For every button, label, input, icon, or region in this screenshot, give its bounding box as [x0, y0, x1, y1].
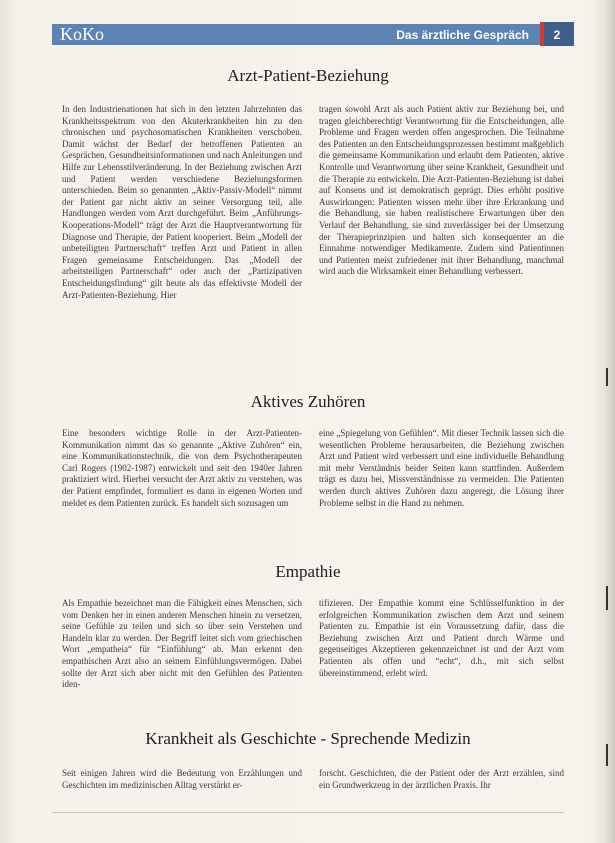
section-4-left-column: Seit einigen Jahren wird die Bedeutung von Erzählungen und Geschichten im medizinischen Alltag verstärkt er-	[62, 768, 302, 790]
margin-mark	[606, 744, 608, 766]
section-heading-empathie: Empathie	[275, 562, 341, 581]
section-heading-aktives-zuhoeren: Aktives Zuhören	[250, 392, 366, 411]
section-1-right-column: tragen sowohl Arzt als auch Patient aktiv zur Beziehung bei, und tragen gleichberechtigt Verantwortung für die Entscheidungen, alle Probleme und Fragen werden offen angesprochen. Die Teilnahme des Patienten an den Entscheidungsprozessen bestimmt maßgeblich die gemeinsame Kommunikation und erlaubt dem Patienten, aktive Kontrolle und Verantwortung über seine Krankheit, Gesundheit und die Therapie zu entwickeln. Die Arzt-Patienten-Beziehung ist dabei auf Konsens und ist demokratisch geprägt. Dies erhöht positive Auswirkungen: Patienten wissen mehr über ihre Erkrankung und die Behandlung, sie haben realistischere Erwartungen über den Verlauf der Behandlung, sie sind zuverlässiger bei der Umsetzung der Therapieprinzipien und halten sich konsequenter an die Einnahme notwendiger Medikamente. Zudem sind Patientinnen und Patienten meist zufriedener mit ihrer Behandlung, manchmal wird auch die Wirksamkeit einer Behandlung verbessert.	[319, 104, 564, 277]
section-heading-arzt-patient: Arzt-Patient-Beziehung	[227, 66, 389, 85]
bottom-rule	[52, 812, 564, 813]
page-number: 2	[553, 28, 561, 42]
section-4-right-column: forscht. Geschichten, die der Patient oder der Arzt erzählen, sind ein Grundwerkzeug in der ärztlichen Praxis. Ihr	[319, 768, 564, 790]
section-3-right-column: tifizieren. Der Empathie kommt eine Schlüsselfunktion in der erfolgreichen Kommunikation zwischen dem Arzt und seinem Patienten zu. Empathie ist ein Voraussetzung dafür, dass die Beziehung zwischen Arzt und Patient durch Wärme und gegenseitiges Akzeptieren gekennzeichnet ist und der Arzt vom Patienten als offen und “echt“, d.h., mit sich selbst übereinstimmend, erlebt wird.	[319, 598, 564, 678]
margin-mark	[606, 368, 608, 386]
section-heading-krankheit: Krankheit als Geschichte - Sprechende Medizin	[145, 729, 471, 748]
section-label: Das ärztliche Gespräch	[396, 28, 529, 42]
section-2-left-column: Eine besonders wichtige Rolle in der Arzt-Patienten-Kommunikation nimmt das so genannte „Aktive Zuhören“ ein, eine Kommunikationstechnik, die von dem Psychotherapeuten Carl Rogers (1902-1987) entwickelt und seit den 1940er Jahren praktiziert wird. Hierbei versucht der Arzt aktiv zu verstehen, was der Patient empfindet, formuliert es dann in eigenen Worten und meldet es dem Patienten zurück. Es handelt sich sozusagen um	[62, 428, 302, 508]
section-3-left-column: Als Empathie bezeichnet man die Fähigkeit eines Menschen, sich vom Denken her in einen anderen Menschen hinein zu versetzen, seine Gefühle zu teilen und sich so über sein Verstehen und Handeln klar zu werden. Der Begriff leitet sich vom griechischen Wort „empatheia“ für “Einfühlung“ ab. Man erkennt den empathischen Arzt also an seinem Einfühlungsvermögen. Dabei sollte der Arzt sich aber nicht mit den Gefühlen des Patienten iden-	[62, 598, 302, 690]
margin-mark	[606, 586, 608, 610]
section-1-left-column: In den Industrienationen hat sich in den letzten Jahrzehnten das Krankheitsspektrum von den Akuterkrankheiten hin zu den chronischen und psychosomatischen Krankheiten verschoben. Damit wächst der Bedarf der betroffenen Patienten an Gesprächen, Gesundheitsinformationen und nach Anleitungen und Hilfe zur Lebensstilveränderung. In der Beziehung zwischen Arzt und Patient werden verschiedene Beziehungsformen unterschieden. Beim so genannten „Aktiv-Passiv-Modell“ nimmt der Patient gar nicht aktiv an seiner Versorgung teil, alle Handlungen werden vom Arzt durchgeführt. Beim „Anführungs-Kooperations-Modell“ trägt der Arzt die Hauptverantwortung für Diagnose und Therapie, der Patient kooperiert. Beim „Modell der unbeteiligten Partnerschaft“ treffen Arzt und Patient in allen Fragen gemeinsame Entscheidungen. Das „Modell der arbeitsteiligen Partnerschaft“ oder auch der „Partizipativen Entscheidungsfindung“ gilt heute als das effektivste Modell der Arzt-Patienten-Beziehung. Hier	[62, 104, 302, 300]
page-edge-shadow	[605, 0, 615, 843]
section-2-right-column: eine „Spiegelung von Gefühlen“. Mit dieser Technik lassen sich die wesentlichen Probleme herausarbeiten, die Beziehung zwischen Arzt und Patient wird verbessert und eine individuelle Behandlung mit mehr Verständnis beider Seiten kann stattfinden. Außerdem trägt es dazu bei, Missverständnisse zu vermeiden. Die Patienten werden durch aktives Zuhören dazu angeregt, die Lösung ihrer Probleme selbst in die Hand zu nehmen.	[319, 428, 564, 508]
brand-logo: KoKo	[60, 24, 104, 44]
